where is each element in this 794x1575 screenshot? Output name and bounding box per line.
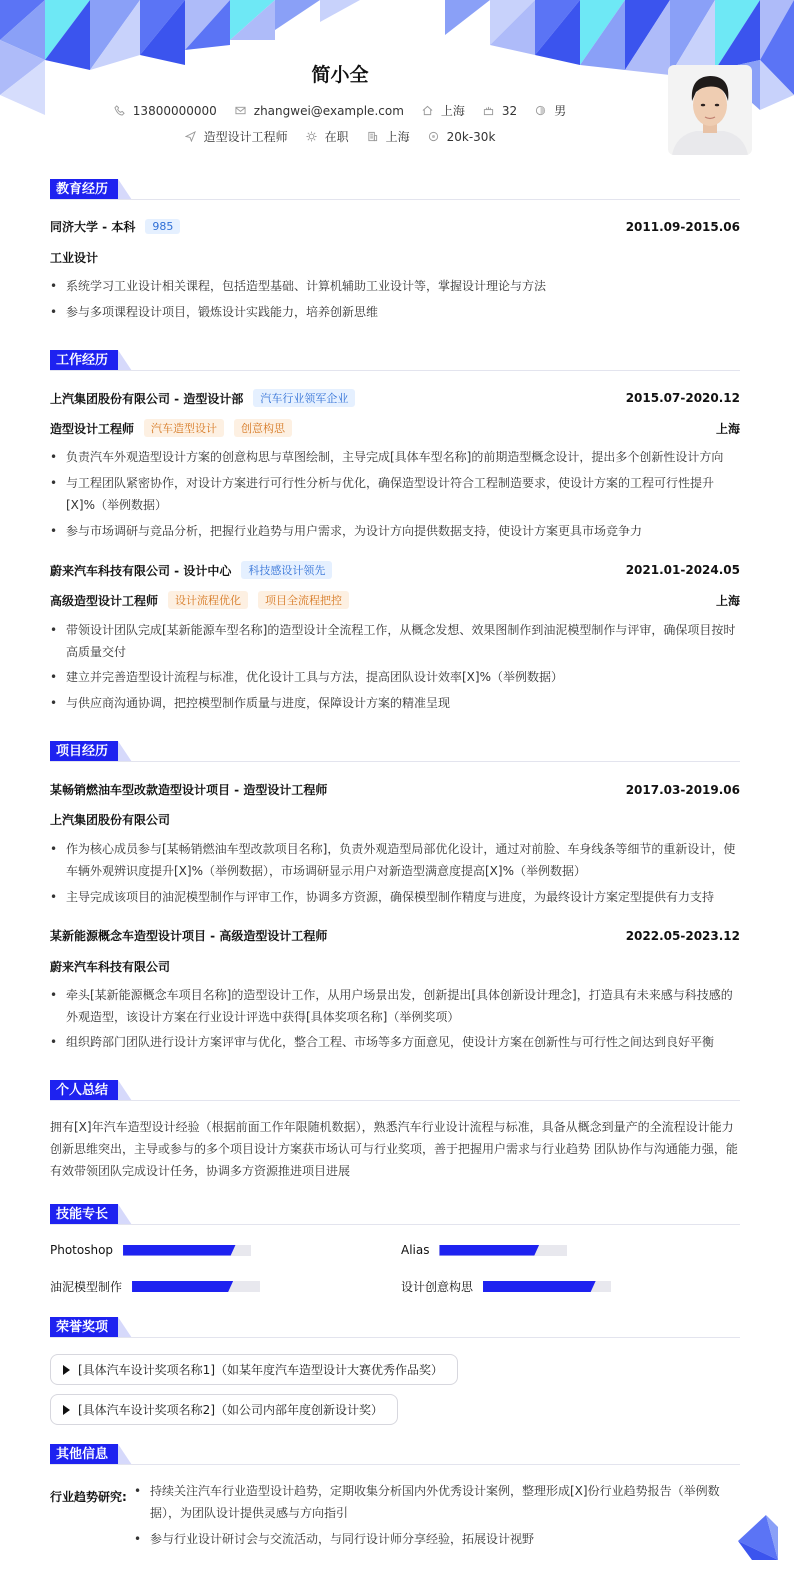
work-company: 上汽集团股份有限公司 - 造型设计部: [50, 391, 244, 406]
mail-icon: [235, 105, 246, 116]
section-skills: [50, 1203, 132, 1225]
candidate-name: 简小全: [311, 64, 369, 86]
gender-info: [535, 102, 566, 119]
list-item: • 与供应商沟通协调，把控模型制作质量与进度，保障设计方案的精准呈现: [50, 692, 740, 714]
work-skill-tag: 项目全流程把控: [258, 591, 349, 609]
list-item: • 组织跨部门团队进行设计方案评审与优化，整合工程、市场等多方面意见，使设计方案在创新性与可行性之间达到良好平衡: [50, 1031, 740, 1053]
section-other-title: 其他信息: [50, 1444, 118, 1465]
skill-item: [401, 1243, 567, 1257]
work-skill-tag: 设计流程优化: [168, 591, 248, 609]
education-row: [50, 218, 740, 235]
status-info: [306, 128, 349, 145]
city-text: 上海: [440, 104, 465, 118]
section-education: [50, 178, 132, 200]
divider: [50, 1224, 740, 1225]
work-company-row: [50, 561, 740, 579]
work-location: 上海: [715, 421, 740, 436]
list-item: • 建立并完善造型设计流程与标准，优化设计工具与方法，提高团队设计效率[X]%（举例数据）: [50, 666, 740, 688]
summary-text: 拥有[X]年汽车造型设计经验（根据前面工作年限随机数据），熟悉汽车行业设计流程与标准，具备从概念到量产的全流程设计能力 创新思维突出，主导或参与的多个项目设计方案获市场认可与行业奖项，善于把握用户需求与行业趋势 团队协作与沟通能力强，能有效带领团队完成设计任务，协调多方资源推进项目进展: [50, 1120, 738, 1178]
skill-item: [50, 1243, 251, 1257]
job-title-text: 造型设计工程师: [203, 130, 288, 144]
section-skills-title: 技能专长: [50, 1204, 118, 1225]
send-icon: [185, 131, 196, 142]
work-skill-tag: 汽车造型设计: [144, 419, 224, 437]
building-icon: [367, 131, 378, 142]
list-item: • 与工程团队紧密协作，对设计方案进行可行性分析与优化，确保造型设计符合工程制造要求，使设计方案的工程可行性提升[X]%（举例数据）: [50, 472, 740, 516]
work-skill-tag: 创意构思: [234, 419, 292, 437]
divider: [50, 1464, 740, 1465]
project-row: [50, 781, 740, 798]
skill-fill: [132, 1281, 233, 1292]
skill-name: Photoshop: [50, 1243, 114, 1257]
divider: [50, 199, 740, 200]
divider: [50, 370, 740, 371]
section-awards-title: 荣誉奖项: [50, 1317, 118, 1338]
work-period: 2015.07-2020.12: [625, 391, 740, 405]
project-row: [50, 927, 740, 944]
gender-icon: [535, 105, 546, 116]
project-org: 上汽集团股份有限公司: [50, 813, 171, 827]
expand-arrow-icon: [63, 1365, 70, 1375]
project-title: 某新能源概念车造型设计项目 - 高级造型设计工程师: [50, 929, 328, 943]
basic-info-row: [0, 102, 680, 119]
list-item: • 带领设计团队完成[某新能源车型名称]的造型设计全流程工作，从概念发想、效果图制作到油泥模型制作与评审，确保项目按时高质量交付: [50, 619, 740, 663]
job-title-info: [185, 128, 288, 145]
phone-icon: [114, 105, 125, 116]
section-education-title: 教育经历: [50, 179, 118, 200]
list-item: • 参与多项课程设计项目，锻炼设计实践能力，培养创新思维: [50, 301, 740, 323]
list-item: • 参与市场调研与竞品分析，把握行业趋势与用户需求，为设计方向提供数据支持，使设计方案更具市场竞争力: [50, 520, 740, 542]
list-item: • 系统学习工业设计相关课程，包括造型基础、计算机辅助工业设计等，掌握设计理论与方法: [50, 275, 740, 297]
list-item: • 牵头[某新能源概念车项目名称]的造型设计工作，从用户场景出发，创新提出[具体创新设计理念]，打造具有未来感与科技感的外观造型，该设计方案在行业设计评选中获得[具体奖项名称]（举例奖项）: [50, 984, 740, 1028]
gender-text: 男: [554, 104, 567, 118]
work-position: 高级造型设计工程师: [50, 593, 159, 608]
work-company-tag: 汽车行业领军企业: [253, 389, 355, 407]
list-item: • 主导完成该项目的油泥模型制作与评审工作，协调多方资源，确保模型制作精度与进度，为最终设计方案定型提供有力支持: [50, 886, 740, 908]
work-company-row: [50, 389, 740, 407]
education-major: 工业设计: [50, 251, 99, 265]
project-title: 某畅销燃油车型改款造型设计项目 - 造型设计工程师: [50, 783, 328, 797]
work-location: 上海: [715, 593, 740, 608]
skill-item: [401, 1278, 611, 1295]
age-icon: [483, 105, 494, 116]
email-info: [235, 104, 404, 118]
list-item: • 参与行业设计研讨会与交流活动，与同行设计师分享经验，拓展设计视野: [134, 1528, 730, 1550]
expand-arrow-icon: [63, 1405, 70, 1415]
divider: [50, 1100, 740, 1101]
project-period: 2017.03-2019.06: [625, 782, 740, 797]
award-text: [具体汽车设计奖项名称1]（如某年度汽车造型设计大赛优秀作品奖）: [78, 1363, 444, 1377]
skill-fill: [483, 1281, 596, 1292]
education-school: 同济大学 - 本科: [50, 220, 136, 234]
divider: [50, 1337, 740, 1338]
city-info: [422, 102, 465, 119]
job-info-row: [0, 128, 680, 145]
skill-name: 设计创意构思: [401, 1280, 474, 1294]
section-awards: [50, 1316, 132, 1338]
skill-bar: [123, 1245, 251, 1256]
coin-icon: [428, 131, 439, 142]
skill-bar: [483, 1281, 611, 1292]
project-period: 2022.05-2023.12: [625, 928, 740, 943]
section-work-title: 工作经历: [50, 350, 118, 371]
age-text: 32: [501, 103, 518, 118]
skill-bar: [439, 1245, 567, 1256]
status-text: 在职: [324, 130, 349, 144]
expected-city-info: [367, 128, 410, 145]
work-position-row: [50, 591, 740, 609]
skill-fill: [439, 1245, 539, 1256]
skill-name: Alias: [401, 1243, 430, 1257]
age-info: [483, 104, 517, 118]
work-company-tag: 科技感设计领先: [241, 561, 332, 579]
expected-city-text: 上海: [385, 130, 410, 144]
section-projects-title: 项目经历: [50, 741, 118, 762]
project-org: 蔚来汽车科技有限公司: [50, 960, 171, 974]
section-work: [50, 349, 132, 371]
section-other: [50, 1443, 132, 1465]
status-icon: [306, 131, 317, 142]
avatar: [668, 65, 752, 155]
list-item: • 持续关注汽车行业造型设计趋势，定期收集分析国内外优秀设计案例，整理形成[X]份行业趋势报告（举例数据），为团队设计提供灵感与方向指引: [134, 1480, 730, 1524]
salary-text: 20k-30k: [446, 129, 496, 144]
work-position-row: [50, 419, 740, 437]
email-text: zhangwei@example.com: [253, 103, 404, 118]
list-item: • 作为核心成员参与[某畅销燃油车型改款项目名称]，负责外观造型局部优化设计，通过对前脸、车身线条等细节的重新设计，使车辆外观辨识度提升[X]%（举例数据），市场调研显示用户对新造型满意度提高[X]%（举例数据）: [50, 838, 740, 882]
list-item: • 负责汽车外观造型设计方案的创意构思与草图绘制，主导完成[具体车型名称]的前期造型概念设计，提出多个创新性设计方向: [50, 446, 740, 468]
other-label: 行业趋势研究:: [50, 1490, 127, 1504]
education-tag: 985: [145, 219, 180, 234]
award-item[interactable]: [50, 1394, 398, 1425]
work-position: 造型设计工程师: [50, 421, 135, 436]
salary-info: [428, 130, 496, 144]
divider: [50, 761, 740, 762]
phone-text: 13800000000: [132, 103, 217, 118]
resume-header: [0, 0, 794, 170]
skill-bar: [132, 1281, 260, 1292]
skill-name: 油泥模型制作: [50, 1280, 123, 1294]
award-item[interactable]: [50, 1354, 458, 1385]
section-summary-title: 个人总结: [50, 1080, 118, 1101]
phone-info: [114, 104, 217, 118]
home-icon: [422, 105, 433, 116]
section-summary: [50, 1079, 132, 1101]
footer-decoration: [738, 1515, 778, 1560]
work-period: 2021.01-2024.05: [625, 563, 740, 577]
skill-fill: [123, 1245, 236, 1256]
work-company: 蔚来汽车科技有限公司 - 设计中心: [50, 563, 232, 578]
education-period: 2011.09-2015.06: [625, 219, 740, 234]
section-projects: [50, 740, 132, 762]
skill-item: [50, 1278, 260, 1295]
award-text: [具体汽车设计奖项名称2]（如公司内部年度创新设计奖）: [78, 1403, 384, 1417]
